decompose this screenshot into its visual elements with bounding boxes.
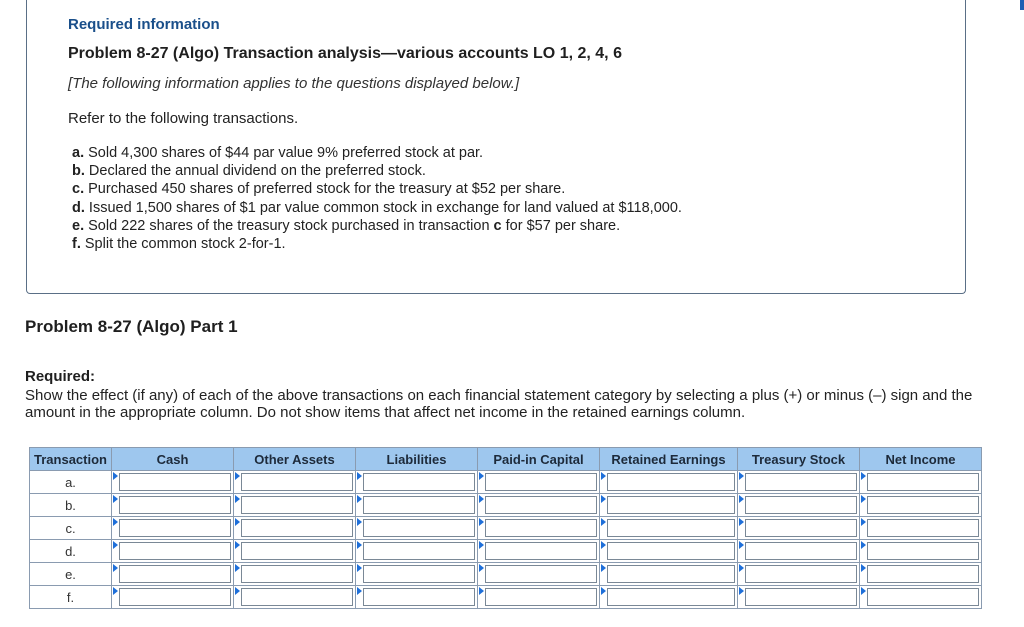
dropdown-marker-icon[interactable] (861, 541, 866, 549)
col-liabilities-cell (356, 586, 478, 609)
dropdown-marker-icon[interactable] (479, 541, 484, 549)
col-retained-earnings-cell (600, 563, 738, 586)
dropdown-marker-icon[interactable] (861, 587, 866, 595)
dropdown-marker-icon[interactable] (861, 472, 866, 480)
dropdown-marker-icon[interactable] (739, 587, 744, 595)
dropdown-marker-icon[interactable] (357, 472, 362, 480)
table-row (30, 517, 982, 540)
row-label: b. (30, 494, 112, 517)
transaction-item-f: f. Split the common stock 2-for-1. (72, 236, 286, 253)
answer-input[interactable] (241, 565, 353, 583)
col-retained-earnings-cell (600, 517, 738, 540)
dropdown-marker-icon[interactable] (113, 587, 118, 595)
col-liabilities-header: Liabilities (356, 448, 478, 471)
transaction-item-a: a. Sold 4,300 shares of $44 par value 9% preferred stock at par. (72, 145, 484, 161)
col-liabilities-cell (356, 563, 478, 586)
col-net-income-cell (860, 494, 982, 517)
dropdown-marker-icon[interactable] (113, 564, 118, 572)
dropdown-marker-icon[interactable] (479, 495, 484, 503)
answer-input[interactable] (241, 473, 353, 491)
answer-input[interactable] (607, 519, 735, 537)
answer-input[interactable] (867, 473, 979, 491)
col-other-assets-cell (234, 586, 356, 609)
table-row (30, 494, 982, 517)
answer-input[interactable] (745, 519, 857, 537)
col-treasury-stock-cell (738, 586, 860, 609)
col-other-assets-header: Other Assets (234, 448, 356, 471)
answer-input[interactable] (363, 496, 475, 514)
part-title: Problem 8-27 (Algo) Part 1 (25, 317, 238, 336)
col-paid-in-capital-cell (478, 494, 600, 517)
dropdown-marker-icon[interactable] (601, 541, 606, 549)
required-information-heading: Required information (68, 16, 220, 33)
col-liabilities-cell (356, 540, 478, 563)
answer-input[interactable] (485, 496, 597, 514)
dropdown-marker-icon[interactable] (235, 587, 240, 595)
col-transaction-header: Transaction (30, 448, 112, 471)
answer-input[interactable] (867, 588, 979, 606)
answer-input[interactable] (119, 519, 231, 537)
col-liabilities-cell (356, 517, 478, 540)
answer-input[interactable] (119, 542, 231, 560)
dropdown-marker-icon[interactable] (357, 518, 362, 526)
col-paid-in-capital-header: Paid-in Capital (478, 448, 600, 471)
dropdown-marker-icon[interactable] (479, 587, 484, 595)
answer-input[interactable] (241, 542, 353, 560)
col-cash-header: Cash (112, 448, 234, 471)
table-row (30, 540, 982, 563)
answer-input[interactable] (745, 542, 857, 560)
col-liabilities-cell (356, 494, 478, 517)
dropdown-marker-icon[interactable] (235, 564, 240, 572)
dropdown-marker-icon[interactable] (739, 495, 744, 503)
dropdown-marker-icon[interactable] (739, 518, 744, 526)
corner-tab (1020, 0, 1024, 10)
answer-input[interactable] (867, 542, 979, 560)
answer-input[interactable] (119, 588, 231, 606)
answer-input[interactable] (363, 588, 475, 606)
row-label: a. (30, 471, 112, 494)
answer-input[interactable] (745, 496, 857, 514)
dropdown-marker-icon[interactable] (861, 518, 866, 526)
col-paid-in-capital-cell (478, 586, 600, 609)
dropdown-marker-icon[interactable] (357, 564, 362, 572)
answer-input[interactable] (485, 519, 597, 537)
answer-input[interactable] (745, 565, 857, 583)
dropdown-marker-icon[interactable] (601, 472, 606, 480)
answer-input[interactable] (363, 565, 475, 583)
dropdown-marker-icon[interactable] (601, 495, 606, 503)
transaction-analysis-table (29, 447, 982, 609)
table-row (30, 471, 982, 494)
row-label: c. (30, 517, 112, 540)
answer-input[interactable] (485, 473, 597, 491)
col-retained-earnings-cell (600, 471, 738, 494)
col-cash-cell (112, 494, 234, 517)
row-label: e. (30, 563, 112, 586)
answer-input[interactable] (119, 473, 231, 491)
answer-input[interactable] (607, 473, 735, 491)
col-retained-earnings-cell (600, 540, 738, 563)
col-retained-earnings-cell (600, 494, 738, 517)
table-row (30, 586, 982, 609)
col-liabilities-cell (356, 471, 478, 494)
answer-input[interactable] (607, 496, 735, 514)
problem-title: Problem 8-27 (Algo) Transaction analysis—various accounts LO 1, 2, 4, 6 (68, 45, 622, 62)
dropdown-marker-icon[interactable] (861, 495, 866, 503)
col-cash-cell (112, 563, 234, 586)
answer-input[interactable] (607, 588, 735, 606)
col-net-income-cell (860, 586, 982, 609)
col-cash-cell (112, 517, 234, 540)
answer-input[interactable] (745, 473, 857, 491)
col-net-income-cell (860, 517, 982, 540)
dropdown-marker-icon[interactable] (479, 472, 484, 480)
col-treasury-stock-cell (738, 540, 860, 563)
col-cash-cell (112, 586, 234, 609)
col-treasury-stock-cell (738, 517, 860, 540)
required-label: Required: (25, 368, 96, 385)
row-label: d. (30, 540, 112, 563)
col-other-assets-cell (234, 494, 356, 517)
answer-input[interactable] (867, 519, 979, 537)
answer-input[interactable] (867, 565, 979, 583)
col-net-income-cell (860, 563, 982, 586)
answer-input[interactable] (363, 473, 475, 491)
dropdown-marker-icon[interactable] (113, 518, 118, 526)
dropdown-marker-icon[interactable] (235, 541, 240, 549)
answer-input[interactable] (867, 496, 979, 514)
required-instructions: Show the effect (if any) of each of the above transactions on each financial statement category by selecting a plus (+) or minus (–) sign and the amount in the appropriate column. Do not show items that affect net income in the retained earnings column. (25, 387, 973, 421)
col-treasury-stock-cell (738, 563, 860, 586)
dropdown-marker-icon[interactable] (479, 564, 484, 572)
dropdown-marker-icon[interactable] (601, 587, 606, 595)
table-header-row (30, 448, 982, 471)
transaction-item-e: e. Sold 222 shares of the treasury stock purchased in transaction c for $57 per share. (72, 217, 621, 234)
col-net-income-cell (860, 540, 982, 563)
dropdown-marker-icon[interactable] (235, 472, 240, 480)
transaction-item-c: c. Purchased 450 shares of preferred stock for the treasury at $52 per share. (72, 181, 566, 198)
answer-input[interactable] (241, 588, 353, 606)
col-paid-in-capital-cell (478, 471, 600, 494)
col-treasury-stock-cell (738, 494, 860, 517)
col-cash-cell (112, 540, 234, 563)
col-other-assets-cell (234, 517, 356, 540)
dropdown-marker-icon[interactable] (739, 472, 744, 480)
dropdown-marker-icon[interactable] (357, 495, 362, 503)
table-body (30, 471, 982, 609)
answer-input[interactable] (485, 588, 597, 606)
transaction-item-d: d. Issued 1,500 shares of $1 par value common stock in exchange for land valued at $118,000. (72, 199, 682, 216)
transaction-list (72, 144, 682, 253)
answer-input[interactable] (745, 588, 857, 606)
row-label: f. (30, 586, 112, 609)
table-row (30, 563, 982, 586)
answer-input[interactable] (485, 565, 597, 583)
col-paid-in-capital-cell (478, 563, 600, 586)
col-paid-in-capital-cell (478, 517, 600, 540)
answer-input[interactable] (363, 542, 475, 560)
answer-input[interactable] (241, 519, 353, 537)
refer-text: Refer to the following transactions. (68, 110, 299, 127)
dropdown-marker-icon[interactable] (601, 518, 606, 526)
answer-input[interactable] (607, 565, 735, 583)
col-other-assets-cell (234, 540, 356, 563)
col-net-income-header: Net Income (860, 448, 982, 471)
dropdown-marker-icon[interactable] (235, 518, 240, 526)
col-cash-cell (112, 471, 234, 494)
transaction-item-b: b. Declared the annual dividend on the preferred stock. (72, 163, 426, 180)
answer-input[interactable] (241, 496, 353, 514)
applies-note: [The following information applies to the questions displayed below.] (68, 75, 520, 92)
answer-input[interactable] (119, 496, 231, 514)
col-net-income-cell (860, 471, 982, 494)
dropdown-marker-icon[interactable] (601, 564, 606, 572)
dropdown-marker-icon[interactable] (479, 518, 484, 526)
dropdown-marker-icon[interactable] (113, 472, 118, 480)
dropdown-marker-icon[interactable] (357, 541, 362, 549)
dropdown-marker-icon[interactable] (235, 495, 240, 503)
col-other-assets-cell (234, 563, 356, 586)
answer-input[interactable] (485, 542, 597, 560)
col-retained-earnings-header: Retained Earnings (600, 448, 738, 471)
col-retained-earnings-cell (600, 586, 738, 609)
col-other-assets-cell (234, 471, 356, 494)
col-treasury-stock-cell (738, 471, 860, 494)
col-paid-in-capital-cell (478, 540, 600, 563)
dropdown-marker-icon[interactable] (739, 541, 744, 549)
dropdown-marker-icon[interactable] (739, 564, 744, 572)
dropdown-marker-icon[interactable] (113, 495, 118, 503)
col-treasury-stock-header: Treasury Stock (738, 448, 860, 471)
dropdown-marker-icon[interactable] (113, 541, 118, 549)
answer-input[interactable] (119, 565, 231, 583)
answer-input[interactable] (607, 542, 735, 560)
answer-input[interactable] (363, 519, 475, 537)
dropdown-marker-icon[interactable] (357, 587, 362, 595)
dropdown-marker-icon[interactable] (861, 564, 866, 572)
